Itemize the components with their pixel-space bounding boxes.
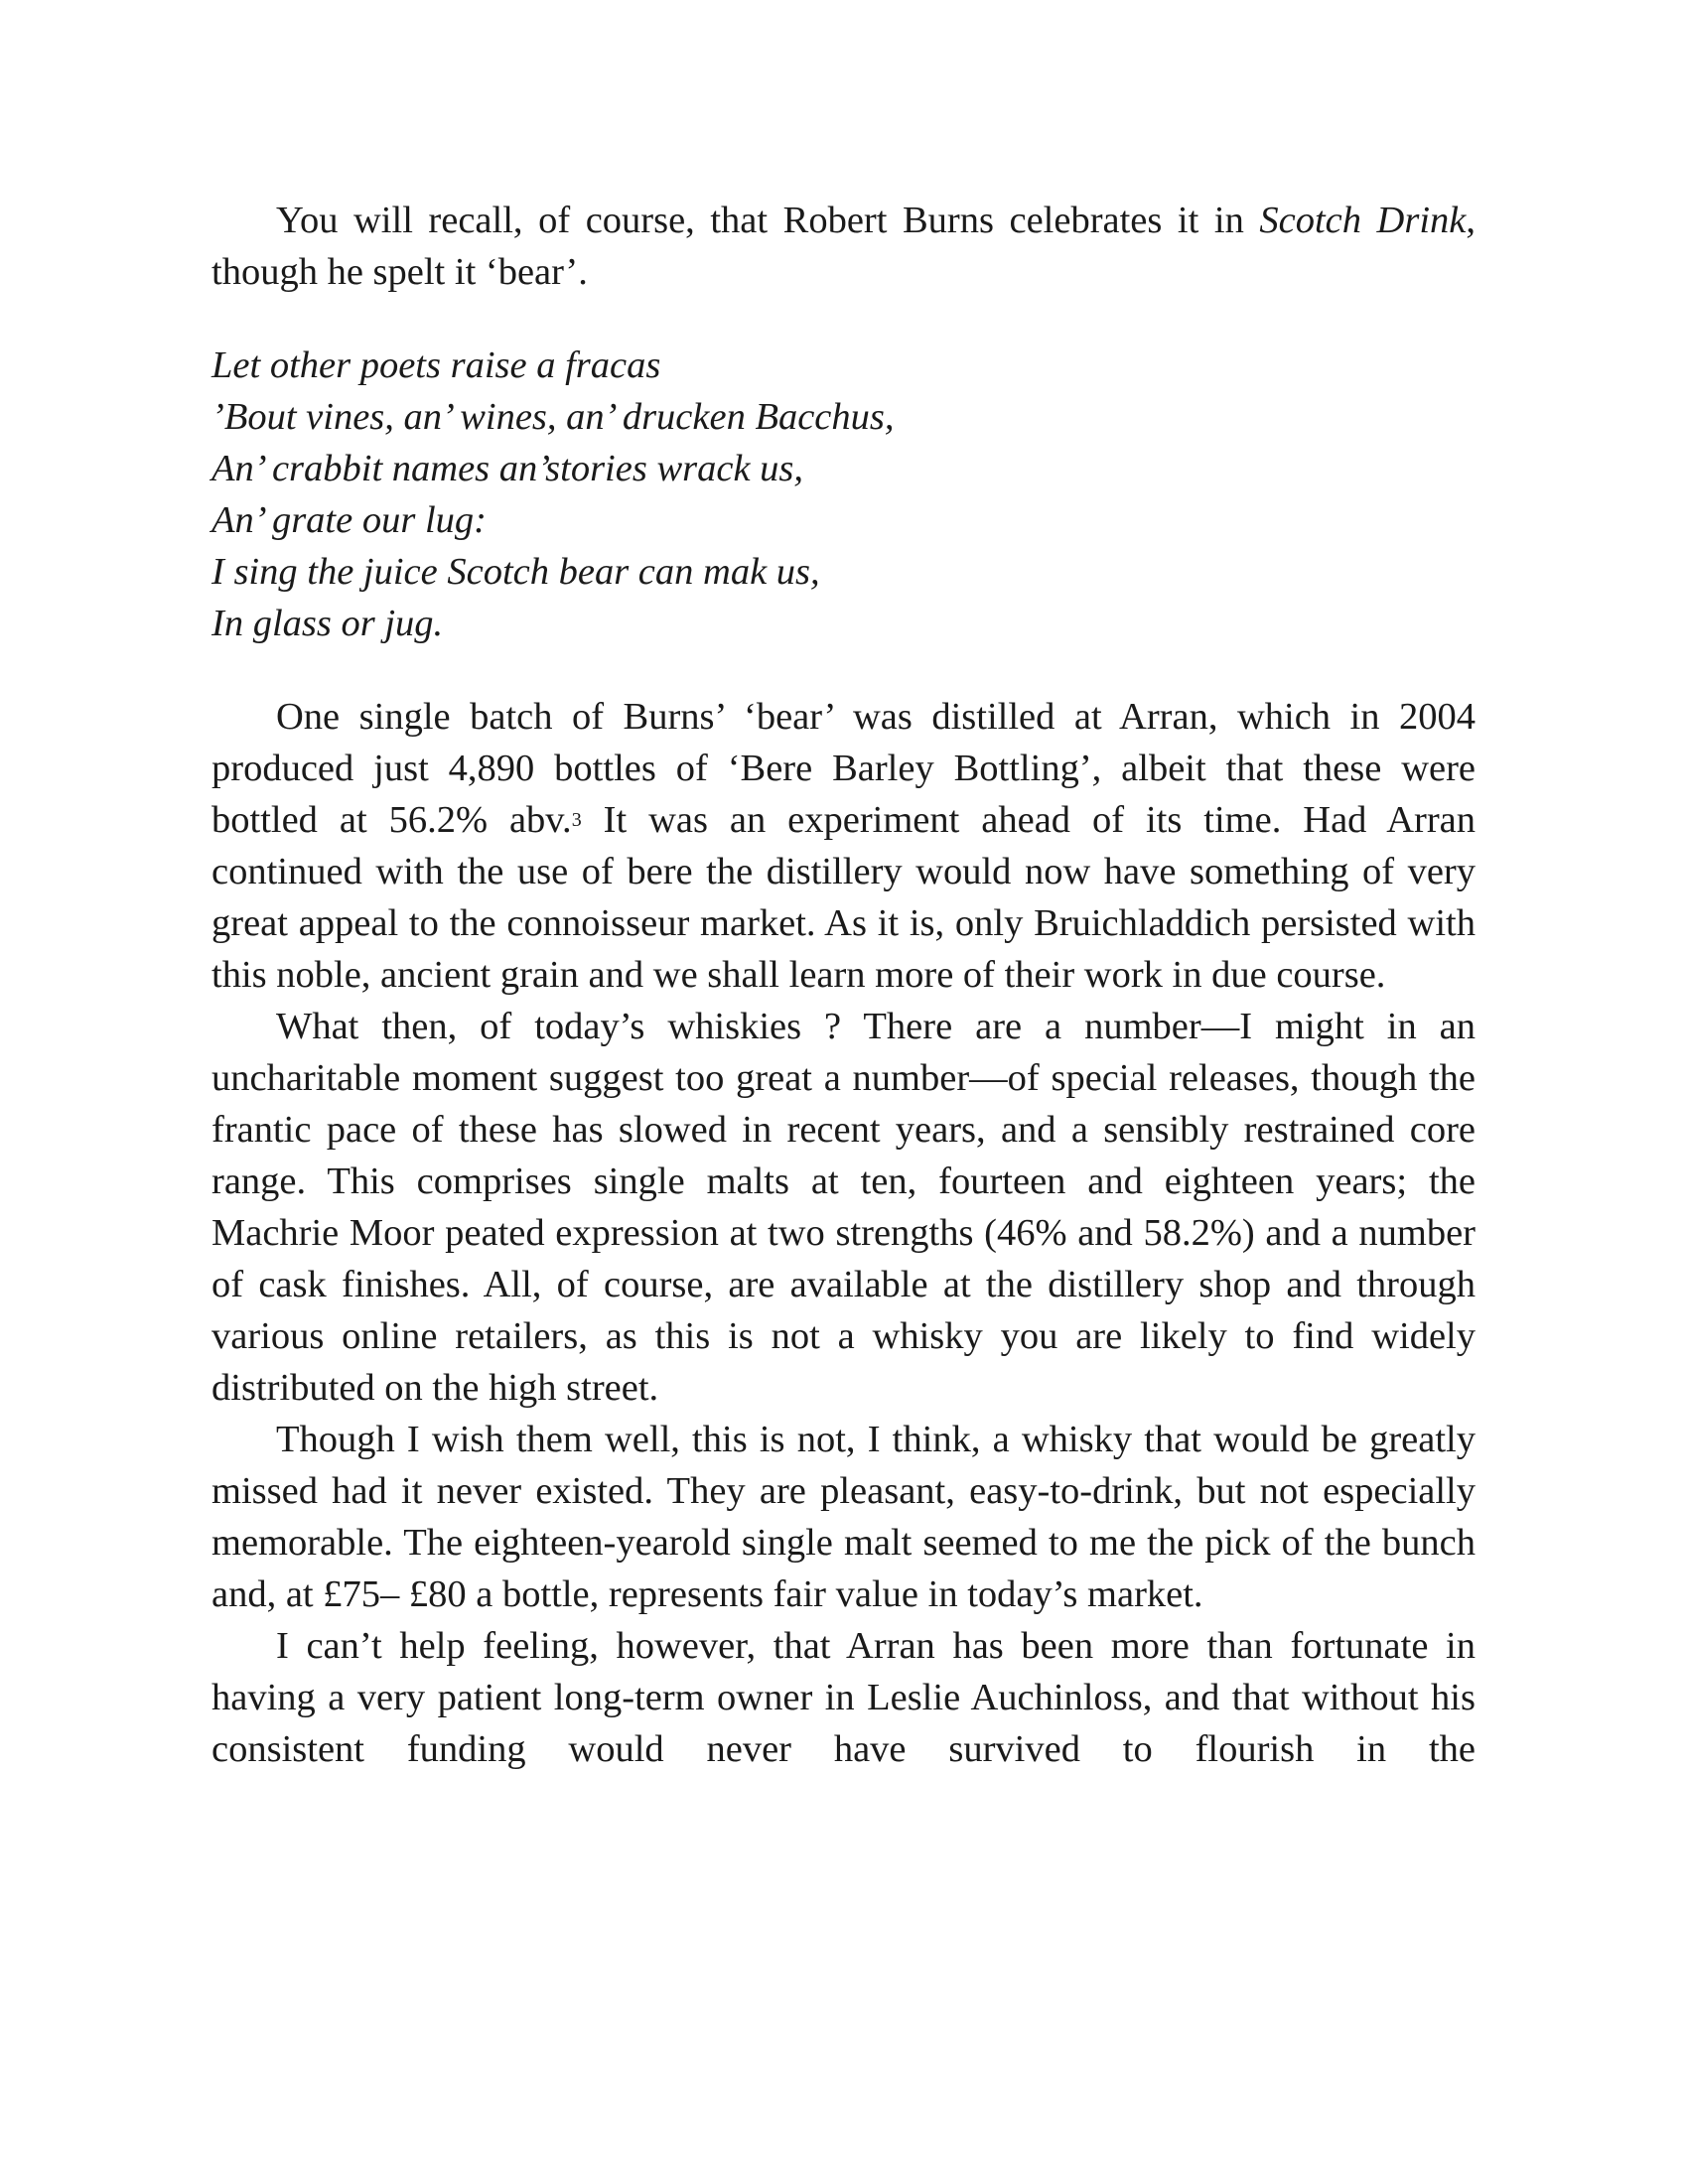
poem-line: An’ grate our lug: [211, 499, 487, 541]
paragraph-assessment: Though I wish them well, this is not, I think, a whisky that would be greatly missed had it never existed. They are pleasant, easy-to-drink, but not especially memorable. The eighteen-yearold single malt seemed to me the pick of the bunch and, at £75– £80 a bottle, represents fair value in today’s market. [211, 1419, 1476, 1615]
poem-line: I sing the juice Scotch bear can mak us, [211, 551, 820, 593]
intro-text-end: , though he spelt it ‘bear’. [211, 200, 1476, 293]
poem-stanza [211, 340, 1476, 649]
paragraph-todays-whiskies: What then, of today’s whiskies ? There are a number—I might in an uncharitable moment suggest too great a number—of special releases, though the frantic pace of these has slowed in recent years, and a sensibly restrained core range. This comprises single malts at ten, fourteen and eighteen years; the Machrie Moor peated expression at two strengths (46% and 58.2%) and a number of cask finishes. All, of course, are available at the distillery shop and through various online retailers, as this is not a whisky you are likely to find widely distributed on the high street. [211, 1006, 1476, 1409]
poem-line: In glass or jug. [211, 603, 444, 644]
footnote-reference[interactable]: 3 [571, 809, 582, 831]
paragraph-text: It was an experiment ahead of its time. Had Arran continued with the use of bere the distillery would now have something of very great appeal to the connoisseur market. As it is, only Bruichladdich persisted with this noble, ancient grain and we shall learn more of their work in due course. [211, 799, 1477, 996]
poem-line: An’ crabbit names an’stories wrack us, [211, 448, 804, 489]
poem-line: ’Bout vines, an’ wines, an’ drucken Bacchus, [211, 396, 895, 438]
poem-title: Scotch Drink [1259, 200, 1467, 241]
paragraph-burns-intro [211, 195, 1476, 298]
book-page [211, 195, 1476, 1775]
paragraph-owner: I can’t help feeling, however, that Arran has been more than fortunate in having a very patient long-term owner in Leslie Auchinloss, and that without his consistent funding would never have survived to flourish in the [211, 1625, 1476, 1770]
paragraph-arran-bere [211, 691, 1476, 1001]
poem-line: Let other poets raise a fracas [211, 344, 661, 386]
intro-text: You will recall, of course, that Robert Burns celebrates it in [276, 200, 1260, 241]
paragraph-text: One single batch of Burns’ ‘bear’ was distilled at Arran, which in 2004 produced just 4,890 bottles of ‘Bere Barley Bottling’, albeit that these were bottled at 56.2% abv. [211, 696, 1476, 841]
